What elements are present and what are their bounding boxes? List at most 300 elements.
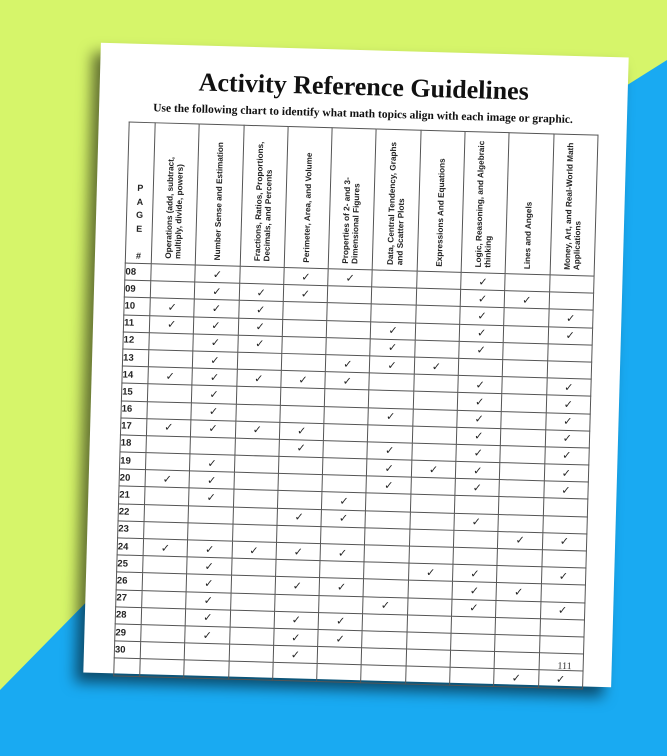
checked-cell: [544, 481, 589, 499]
checked-cell: [544, 464, 589, 482]
checked-cell: [195, 282, 240, 300]
checked-cell: [363, 596, 408, 614]
empty-cell: [406, 649, 451, 667]
page-number: 111: [557, 660, 572, 673]
empty-cell: [500, 463, 545, 481]
page-number-cell: [114, 658, 140, 676]
check-mark-icon: ✓: [562, 450, 572, 463]
check-mark-icon: ✓: [206, 474, 217, 487]
page-number-cell: 30: [114, 641, 140, 659]
check-mark-icon: ✓: [511, 672, 522, 685]
empty-cell: [282, 336, 327, 354]
empty-cell: [501, 411, 546, 429]
empty-cell: [365, 510, 410, 528]
check-mark-icon: ✓: [428, 463, 439, 476]
empty-cell: [407, 615, 452, 633]
empty-cell: [406, 632, 451, 650]
check-mark-icon: ✓: [425, 566, 436, 580]
checked-cell: [185, 626, 230, 644]
check-mark-icon: ✓: [290, 649, 301, 662]
checked-cell: [408, 563, 453, 581]
empty-cell: [496, 600, 541, 618]
checked-cell: [458, 375, 503, 393]
empty-cell: [497, 549, 542, 567]
page-number-cell: 28: [115, 607, 141, 625]
empty-cell: [539, 636, 584, 654]
check-mark-icon: ✓: [343, 358, 353, 371]
checked-cell: [187, 540, 232, 558]
empty-cell: [368, 425, 413, 443]
empty-cell: [503, 360, 548, 378]
empty-cell: [326, 337, 371, 355]
page-number-cell: 22: [118, 504, 144, 522]
empty-cell: [140, 659, 185, 677]
page-number-cell: 15: [121, 383, 147, 401]
checked-cell: [150, 298, 195, 316]
page-number-cell: 08: [125, 263, 151, 281]
checked-cell: [494, 669, 539, 687]
page-number-cell: 16: [121, 400, 147, 418]
checked-cell: [274, 611, 319, 629]
empty-cell: [322, 475, 367, 493]
check-mark-icon: ✓: [563, 398, 574, 411]
empty-cell: [274, 594, 319, 612]
empty-cell: [320, 561, 365, 579]
empty-cell: [497, 566, 542, 584]
column-header-label: Expressions And Equations: [434, 157, 447, 267]
check-mark-icon: ✓: [475, 379, 485, 392]
check-mark-icon: ✓: [387, 359, 397, 372]
column-header: [328, 128, 376, 270]
empty-cell: [364, 545, 409, 563]
empty-cell: [372, 270, 417, 288]
check-mark-icon: ✓: [522, 294, 532, 307]
check-mark-icon: ✓: [204, 543, 215, 556]
empty-cell: [234, 455, 279, 473]
check-mark-icon: ✓: [559, 536, 570, 549]
check-mark-icon: ✓: [561, 467, 572, 480]
empty-cell: [317, 647, 362, 665]
empty-cell: [277, 491, 322, 509]
check-mark-icon: ✓: [206, 491, 216, 505]
check-mark-icon: ✓: [474, 413, 485, 426]
checked-cell: [457, 393, 502, 411]
check-mark-icon: ✓: [470, 568, 480, 581]
checked-cell: [318, 629, 363, 647]
check-mark-icon: ✓: [477, 310, 487, 323]
checked-cell: [325, 372, 370, 390]
empty-cell: [317, 664, 362, 682]
page-subtitle: Use the following chart to identify what math topics align with each image or graphic.: [153, 102, 574, 126]
check-mark-icon: ✓: [473, 447, 484, 461]
checked-cell: [370, 339, 415, 357]
check-mark-icon: ✓: [469, 602, 479, 615]
column-header-label: Properties of 2- and 3-Dimensional Figures: [341, 177, 362, 265]
checked-cell: [189, 488, 234, 506]
checked-cell: [367, 459, 412, 477]
empty-cell: [233, 490, 278, 508]
check-mark-icon: ✓: [478, 275, 488, 289]
checked-cell: [540, 601, 585, 619]
empty-cell: [323, 458, 368, 476]
column-header-label: Number Sense and Estimation: [213, 141, 226, 261]
checked-cell: [455, 479, 500, 497]
check-mark-icon: ✓: [339, 495, 349, 508]
checked-cell: [505, 291, 550, 309]
checked-cell: [283, 285, 328, 303]
empty-cell: [327, 303, 372, 321]
empty-cell: [278, 456, 323, 474]
empty-cell: [319, 595, 364, 613]
empty-cell: [281, 353, 326, 371]
empty-cell: [273, 663, 318, 681]
check-mark-icon: ✓: [564, 381, 574, 394]
empty-cell: [275, 560, 320, 578]
empty-cell: [549, 275, 594, 293]
check-mark-icon: ✓: [211, 302, 222, 316]
column-header-label: Perimeter, Area, and Volume: [301, 152, 314, 263]
check-mark-icon: ✓: [164, 421, 174, 435]
empty-cell: [500, 445, 545, 463]
empty-cell: [504, 325, 549, 343]
empty-cell: [321, 526, 366, 544]
empty-cell: [366, 493, 411, 511]
empty-cell: [451, 633, 496, 651]
empty-cell: [498, 514, 543, 532]
check-mark-icon: ✓: [202, 629, 213, 642]
check-mark-icon: ✓: [210, 354, 220, 367]
checked-cell: [192, 385, 237, 403]
check-mark-icon: ✓: [557, 604, 568, 618]
checked-cell: [366, 476, 411, 494]
column-header: [417, 130, 465, 272]
check-mark-icon: ✓: [255, 321, 266, 334]
page-number-cell: 20: [119, 469, 145, 487]
check-mark-icon: ✓: [384, 445, 395, 458]
check-mark-icon: ✓: [337, 547, 348, 560]
empty-cell: [505, 274, 550, 292]
checked-cell: [236, 369, 281, 387]
checked-cell: [190, 454, 235, 472]
empty-cell: [413, 391, 458, 409]
empty-cell: [410, 495, 455, 513]
empty-cell: [415, 323, 460, 341]
check-mark-icon: ✓: [254, 372, 264, 386]
checked-cell: [186, 591, 231, 609]
page-column-header: [125, 122, 155, 264]
checked-cell: [195, 265, 240, 283]
check-mark-icon: ✓: [338, 512, 349, 526]
column-header: [550, 134, 598, 276]
empty-cell: [454, 496, 499, 514]
page-number-cell: 19: [119, 452, 145, 470]
check-mark-icon: ✓: [166, 318, 177, 332]
checked-cell: [367, 442, 412, 460]
checked-cell: [455, 461, 500, 479]
checked-cell: [371, 321, 416, 339]
check-mark-icon: ✓: [165, 370, 176, 383]
checked-cell: [368, 407, 413, 425]
empty-cell: [325, 389, 370, 407]
checked-cell: [284, 267, 329, 285]
check-mark-icon: ✓: [256, 286, 266, 300]
empty-cell: [144, 504, 189, 522]
empty-cell: [184, 660, 229, 678]
check-mark-icon: ✓: [342, 375, 353, 388]
empty-cell: [454, 530, 499, 548]
checked-cell: [321, 509, 366, 527]
check-mark-icon: ✓: [298, 374, 308, 387]
checked-cell: [185, 609, 230, 627]
page-number-cell: 27: [116, 589, 142, 607]
checked-cell: [279, 422, 324, 440]
check-mark-icon: ✓: [555, 673, 566, 686]
checked-cell: [149, 315, 194, 333]
checked-cell: [193, 351, 238, 369]
empty-cell: [415, 306, 460, 324]
empty-cell: [405, 666, 450, 684]
checked-cell: [238, 301, 283, 319]
page-number-cell: 11: [123, 315, 149, 333]
empty-cell: [450, 650, 495, 668]
check-mark-icon: ✓: [255, 304, 266, 317]
empty-cell: [231, 558, 276, 576]
empty-cell: [451, 616, 496, 634]
page-number-cell: 24: [117, 538, 143, 556]
empty-cell: [365, 528, 410, 546]
checked-cell: [187, 557, 232, 575]
empty-cell: [364, 562, 409, 580]
page-number-cell: 21: [119, 486, 145, 504]
page-number-cell: 29: [115, 624, 141, 642]
checked-cell: [274, 628, 319, 646]
checked-cell: [542, 533, 587, 551]
checked-cell: [459, 341, 504, 359]
empty-cell: [231, 575, 276, 593]
empty-cell: [145, 487, 190, 505]
check-mark-icon: ✓: [160, 542, 171, 555]
empty-cell: [409, 546, 454, 564]
checked-cell: [191, 420, 236, 438]
checked-cell: [277, 508, 322, 526]
empty-cell: [228, 661, 273, 679]
empty-cell: [412, 426, 457, 444]
empty-cell: [364, 579, 409, 597]
checked-cell: [328, 269, 373, 287]
empty-cell: [324, 423, 369, 441]
empty-cell: [409, 529, 454, 547]
checked-cell: [148, 367, 193, 385]
worksheet-page: [83, 43, 628, 687]
column-header-label: Data, Central Tendency, Graphs and Scatter Plots: [385, 141, 406, 266]
page-number-cell: 10: [124, 297, 150, 315]
check-mark-icon: ✓: [208, 406, 219, 419]
checked-cell: [411, 460, 456, 478]
check-mark-icon: ✓: [252, 424, 263, 437]
check-mark-icon: ✓: [208, 423, 218, 436]
column-header: [373, 129, 421, 271]
empty-cell: [230, 593, 275, 611]
checked-cell: [192, 368, 237, 386]
empty-cell: [151, 264, 196, 282]
check-mark-icon: ✓: [472, 482, 483, 495]
check-mark-icon: ✓: [561, 484, 571, 497]
check-mark-icon: ✓: [513, 586, 524, 599]
checked-cell: [538, 670, 583, 688]
checked-cell: [414, 357, 459, 375]
checked-cell: [548, 309, 593, 327]
check-mark-icon: ✓: [565, 329, 575, 343]
empty-cell: [549, 292, 594, 310]
page-number-cell: 14: [122, 366, 148, 384]
check-mark-icon: ✓: [300, 288, 311, 301]
empty-cell: [414, 374, 459, 392]
page-number-cell: 09: [124, 280, 150, 298]
empty-cell: [416, 271, 461, 289]
empty-cell: [363, 614, 408, 632]
page-number-cell: 18: [120, 435, 146, 453]
checked-cell: [322, 492, 367, 510]
empty-cell: [229, 627, 274, 645]
checked-cell: [370, 356, 415, 374]
checked-cell: [145, 470, 190, 488]
empty-cell: [324, 406, 369, 424]
empty-cell: [495, 617, 540, 635]
checked-cell: [541, 567, 586, 585]
checked-cell: [546, 378, 591, 396]
checked-cell: [275, 577, 320, 595]
empty-cell: [458, 358, 503, 376]
empty-cell: [280, 388, 325, 406]
check-mark-icon: ✓: [204, 560, 215, 573]
checked-cell: [319, 578, 364, 596]
empty-cell: [147, 384, 192, 402]
empty-cell: [234, 472, 279, 490]
empty-cell: [323, 440, 368, 458]
empty-cell: [149, 332, 194, 350]
empty-cell: [150, 281, 195, 299]
column-header-label: Logic, Reasoning, and Algebraic thinking: [474, 140, 494, 268]
checked-cell: [186, 574, 231, 592]
check-mark-icon: ✓: [474, 396, 485, 409]
empty-cell: [416, 288, 461, 306]
check-mark-icon: ✓: [473, 464, 483, 478]
checked-cell: [194, 299, 239, 317]
empty-cell: [541, 584, 586, 602]
checked-cell: [546, 395, 591, 413]
empty-cell: [371, 304, 416, 322]
empty-cell: [141, 625, 186, 643]
checked-cell: [460, 307, 505, 325]
check-mark-icon: ✓: [167, 301, 177, 314]
checked-cell: [143, 539, 188, 557]
empty-cell: [235, 404, 280, 422]
column-header: [461, 131, 509, 273]
check-mark-icon: ✓: [477, 293, 488, 306]
empty-cell: [361, 665, 406, 683]
page-number-cell: 13: [122, 349, 148, 367]
column-header: [196, 124, 244, 266]
checked-cell: [239, 283, 284, 301]
check-mark-icon: ✓: [515, 534, 525, 548]
check-mark-icon: ✓: [383, 479, 394, 492]
table-header-row: [125, 122, 598, 276]
empty-cell: [236, 386, 281, 404]
checked-cell: [548, 326, 593, 344]
check-mark-icon: ✓: [469, 585, 480, 598]
checked-cell: [460, 290, 505, 308]
empty-cell: [143, 556, 188, 574]
empty-cell: [362, 631, 407, 649]
empty-cell: [412, 443, 457, 461]
checked-cell: [238, 318, 283, 336]
check-mark-icon: ✓: [301, 271, 311, 284]
empty-cell: [495, 634, 540, 652]
check-mark-icon: ✓: [210, 337, 221, 350]
check-mark-icon: ✓: [162, 473, 173, 486]
empty-cell: [145, 453, 190, 471]
empty-cell: [408, 580, 453, 598]
check-mark-icon: ✓: [476, 344, 486, 357]
empty-cell: [501, 428, 546, 446]
check-mark-icon: ✓: [385, 410, 396, 424]
empty-cell: [327, 286, 372, 304]
check-mark-icon: ✓: [471, 516, 482, 529]
empty-cell: [410, 512, 455, 530]
check-mark-icon: ✓: [335, 615, 346, 629]
checked-cell: [452, 599, 497, 617]
checked-cell: [189, 471, 234, 489]
empty-cell: [502, 394, 547, 412]
check-mark-icon: ✓: [203, 594, 214, 608]
empty-cell: [369, 373, 414, 391]
checked-cell: [320, 544, 365, 562]
check-mark-icon: ✓: [211, 320, 221, 333]
column-header: [240, 125, 288, 267]
check-mark-icon: ✓: [558, 570, 569, 583]
table-body: [114, 263, 594, 688]
check-mark-icon: ✓: [291, 614, 302, 627]
empty-cell: [542, 550, 587, 568]
check-mark-icon: ✓: [209, 388, 219, 402]
reference-table: [113, 122, 598, 689]
page-header-label: P A G E #: [135, 182, 144, 261]
check-mark-icon: ✓: [293, 545, 304, 559]
empty-cell: [415, 340, 460, 358]
column-header-label: Lines and Angels: [523, 201, 534, 269]
empty-cell: [144, 521, 189, 539]
empty-cell: [326, 320, 371, 338]
checked-cell: [457, 410, 502, 428]
empty-cell: [369, 390, 414, 408]
checked-cell: [276, 542, 321, 560]
empty-cell: [142, 590, 187, 608]
empty-cell: [237, 352, 282, 370]
checked-cell: [146, 418, 191, 436]
empty-cell: [372, 287, 417, 305]
page-number-cell: 17: [120, 418, 146, 436]
empty-cell: [411, 477, 456, 495]
check-mark-icon: ✓: [294, 511, 305, 524]
checked-cell: [194, 317, 239, 335]
checked-cell: [235, 421, 280, 439]
empty-cell: [147, 401, 192, 419]
page-number-cell: 25: [117, 555, 143, 573]
check-mark-icon: ✓: [292, 580, 303, 593]
check-mark-icon: ✓: [291, 631, 301, 645]
empty-cell: [146, 436, 191, 454]
page-number-cell: 12: [123, 332, 149, 350]
